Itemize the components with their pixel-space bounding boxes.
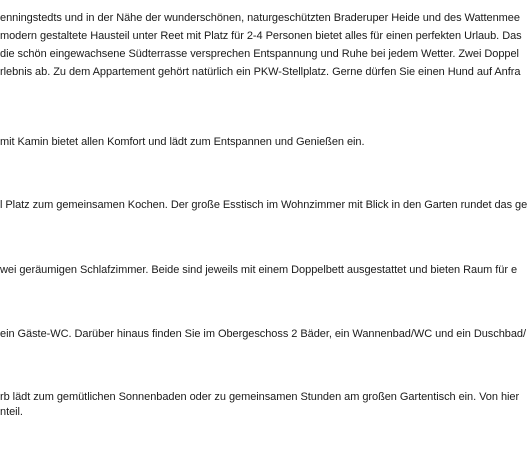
bedroom-text: wei geräumigen Schlafzimmer. Beide sind jeweils mit einem Doppelbett ausgestattet und bieten Raum für e: [0, 264, 518, 276]
kitchen-text: l Platz zum gemeinsamen Kochen. Der große Esstisch im Wohnzimmer mit Blick in den Garten rundet das ge: [0, 199, 527, 211]
intro-text-line-4: rlebnis ab. Zu dem Appartement gehört natürlich ein PKW-Stellplatz. Gerne dürfen Sie einen Hund auf Anfra: [0, 66, 521, 78]
garden-text-line-1: rb lädt zum gemütlichen Sonnenbaden oder zu gemeinsamen Stunden am großen Gartentisch ein. Von hier: [0, 391, 520, 403]
intro-text-line-1: enningstedts und in der Nähe der wunderschönen, naturgeschützten Braderuper Heide und des Wattenmee: [0, 12, 520, 24]
living-room-text: mit Kamin bietet allen Komfort und lädt zum Entspannen und Genießen ein.: [0, 136, 365, 148]
intro-text-line-3: die schön eingewachsene Südterrasse versprechen Entspannung und Ruhe bei jedem Wetter. Zwei Doppel: [0, 48, 519, 60]
bathroom-text: ein Gäste-WC. Darüber hinaus finden Sie im Obergeschoss 2 Bäder, ein Wannenbad/WC und ein Duschbad/: [0, 328, 526, 340]
intro-text-line-2: modern gestaltete Hausteil unter Reet mit Platz für 2-4 Personen bietet alles für einen perfekten Urlaub. Das: [0, 30, 522, 42]
garden-text-line-2: nteil.: [0, 406, 23, 418]
